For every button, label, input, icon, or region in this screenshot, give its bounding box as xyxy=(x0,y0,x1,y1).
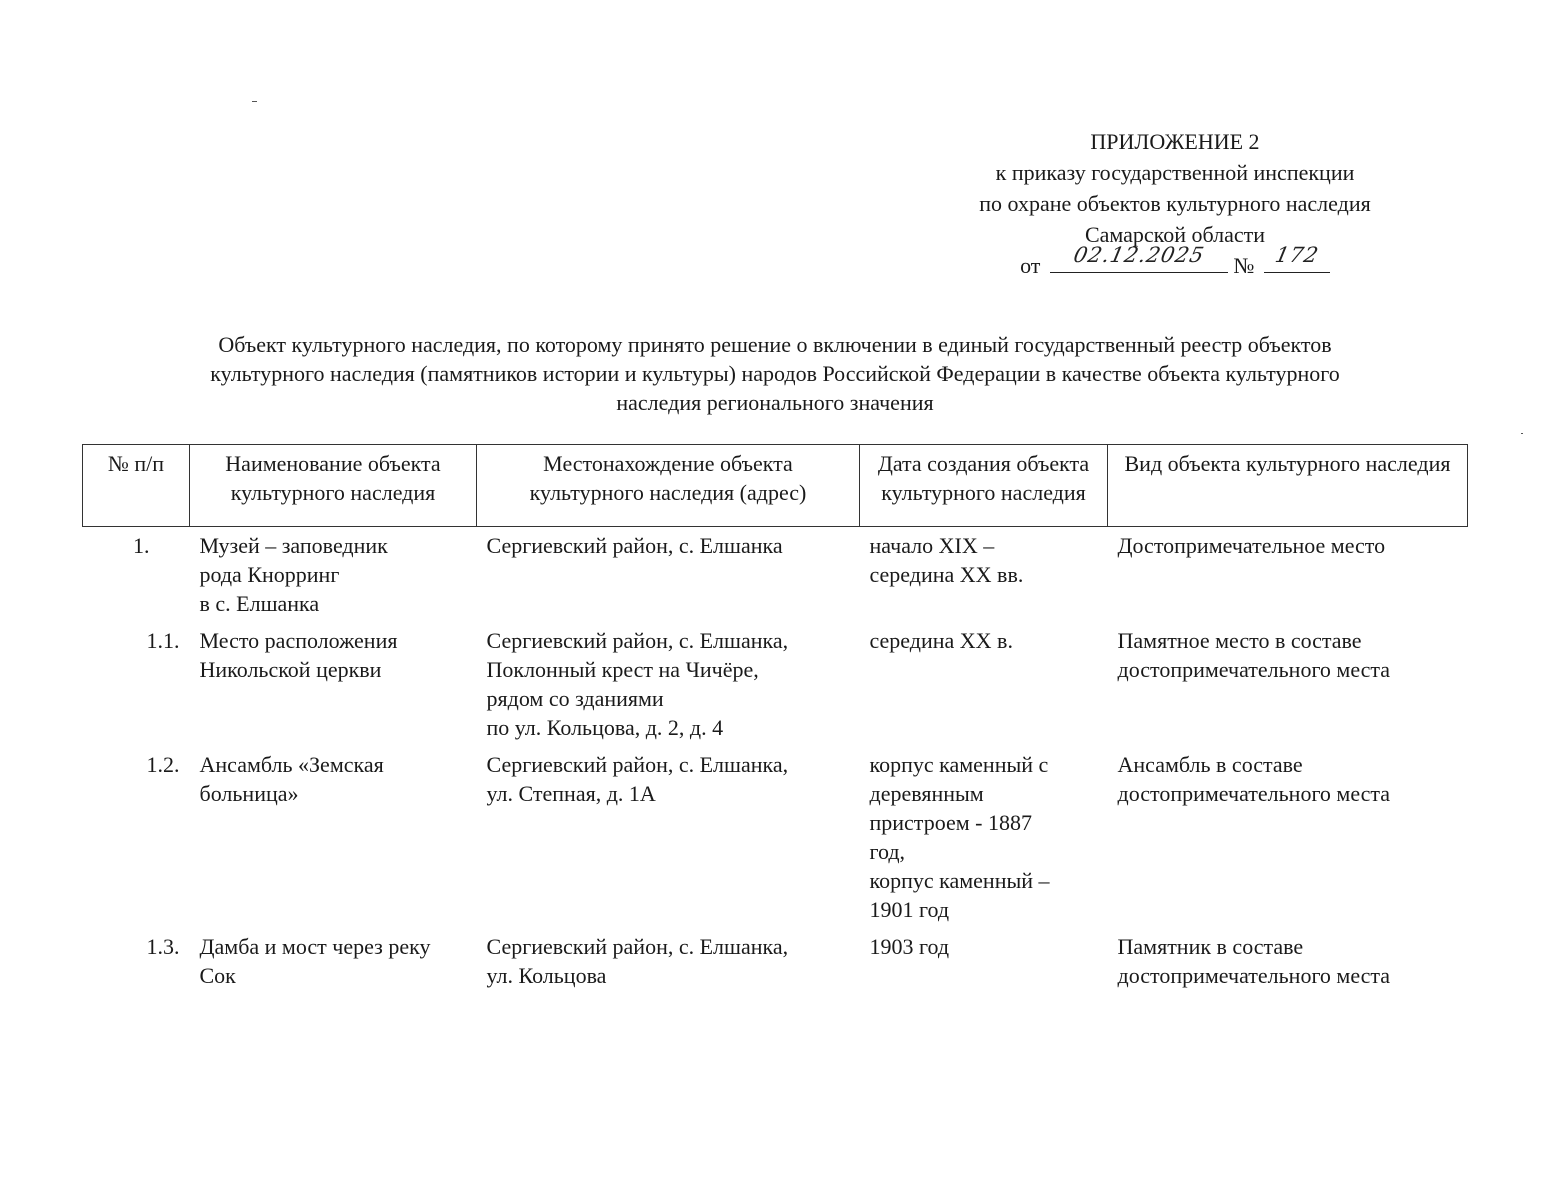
row-date xyxy=(860,928,1108,994)
handwritten-number: 172 xyxy=(1272,243,1322,267)
cell-line: Место расположения xyxy=(199,628,398,653)
number-field xyxy=(1264,243,1330,273)
cell-line: год, xyxy=(869,839,906,864)
header-date: Дата создания объекта культурного наследия xyxy=(860,445,1108,527)
annex-heading: ПРИЛОЖЕНИЕ 2 xyxy=(1090,129,1260,154)
cell-line: ул. Кольцова xyxy=(486,963,607,988)
date-prefix: от xyxy=(1020,253,1041,278)
row-kind xyxy=(1108,928,1468,994)
annex-block xyxy=(930,126,1420,281)
cell-line: рядом со зданиями xyxy=(486,686,664,711)
cell-line: 1901 год xyxy=(869,897,950,922)
cell-line: Сергиевский район, с. Елшанка xyxy=(486,533,783,558)
row-date xyxy=(860,527,1108,623)
header-number: № п/п xyxy=(83,445,190,527)
cell-line: Памятник в составе xyxy=(1117,934,1304,959)
cell-line: начало XIX – xyxy=(869,533,995,558)
row-kind xyxy=(1108,746,1468,928)
cell-line: ул. Степная, д. 1А xyxy=(486,781,656,806)
cell-line: по ул. Кольцова, д. 2, д. 4 xyxy=(486,715,724,740)
row-kind xyxy=(1108,527,1468,623)
cell-line: Ансамбль в составе xyxy=(1117,752,1303,777)
cell-line: достопримечательного места xyxy=(1117,657,1391,682)
row-address xyxy=(477,622,860,746)
cell-line: Дамба и мост через реку xyxy=(199,934,431,959)
row-address xyxy=(477,527,860,623)
header-name: Наименование объекта культурного наследия xyxy=(190,445,477,527)
cell-line: деревянным xyxy=(869,781,984,806)
cell-line: в с. Елшанка xyxy=(199,591,320,616)
cell-line: Музей – заповедник xyxy=(199,533,388,558)
annex-date-line xyxy=(930,243,1420,281)
table-header-row xyxy=(83,445,1468,527)
cell-line: Поклонный крест на Чичёре, xyxy=(486,657,759,682)
annex-line: по охране объектов культурного наследия xyxy=(979,191,1371,216)
row-date xyxy=(860,622,1108,746)
date-field xyxy=(1050,243,1228,273)
cell-line: Сок xyxy=(199,963,236,988)
title-line: культурного наследия (памятников истории и культуры) народов Российской Федерации в качестве объекта культурного xyxy=(210,361,1340,386)
title-line: Объект культурного наследия, по которому принято решение о включении в единый государственный реестр объектов xyxy=(218,332,1332,357)
document-title xyxy=(100,330,1450,417)
row-number: 1.2. xyxy=(146,752,180,777)
cell-line: Памятное место в составе xyxy=(1117,628,1362,653)
number-prefix: № xyxy=(1233,253,1255,278)
header-kind: Вид объекта культурного наследия xyxy=(1108,445,1468,527)
cell-line: достопримечательного места xyxy=(1117,963,1391,988)
handwritten-date: 02.12.2025 xyxy=(1071,243,1207,267)
row-name xyxy=(190,928,477,994)
row-name xyxy=(190,527,477,623)
annex-line: к приказу государственной инспекции xyxy=(995,160,1355,185)
cell-line: середина XX вв. xyxy=(869,562,1024,587)
cell-line: больница» xyxy=(199,781,299,806)
scan-speck xyxy=(252,101,257,102)
row-address xyxy=(477,928,860,994)
heritage-table xyxy=(82,444,1468,994)
row-date xyxy=(860,746,1108,928)
row-number: 1.3. xyxy=(146,934,180,959)
table-row xyxy=(83,527,1468,623)
scan-speck xyxy=(1521,433,1523,434)
row-number: 1. xyxy=(133,533,150,558)
row-kind xyxy=(1108,622,1468,746)
cell-line: достопримечательного места xyxy=(1117,781,1391,806)
table-row xyxy=(83,928,1468,994)
cell-line: 1903 год xyxy=(869,934,950,959)
table-row xyxy=(83,622,1468,746)
cell-line: Сергиевский район, с. Елшанка, xyxy=(486,934,789,959)
cell-line: корпус каменный с xyxy=(869,752,1049,777)
cell-line: корпус каменный – xyxy=(869,868,1050,893)
table-row xyxy=(83,746,1468,928)
cell-line: середина XX в. xyxy=(869,628,1013,653)
cell-line: пристроем - 1887 xyxy=(869,810,1032,835)
cell-line: Ансамбль «Земская xyxy=(199,752,384,777)
title-line: наследия регионального значения xyxy=(616,390,934,415)
cell-line: Никольской церкви xyxy=(199,657,382,682)
cell-line: рода Кнорринг xyxy=(199,562,340,587)
cell-line: Сергиевский район, с. Елшанка, xyxy=(486,752,789,777)
row-name xyxy=(190,622,477,746)
header-address: Местонахождение объекта культурного наследия (адрес) xyxy=(477,445,860,527)
row-number: 1.1. xyxy=(146,628,180,653)
row-name xyxy=(190,746,477,928)
cell-line: Достопримечательное место xyxy=(1117,533,1386,558)
cell-line: Сергиевский район, с. Елшанка, xyxy=(486,628,789,653)
row-address xyxy=(477,746,860,928)
annex-line: Самарской области xyxy=(1084,222,1266,247)
